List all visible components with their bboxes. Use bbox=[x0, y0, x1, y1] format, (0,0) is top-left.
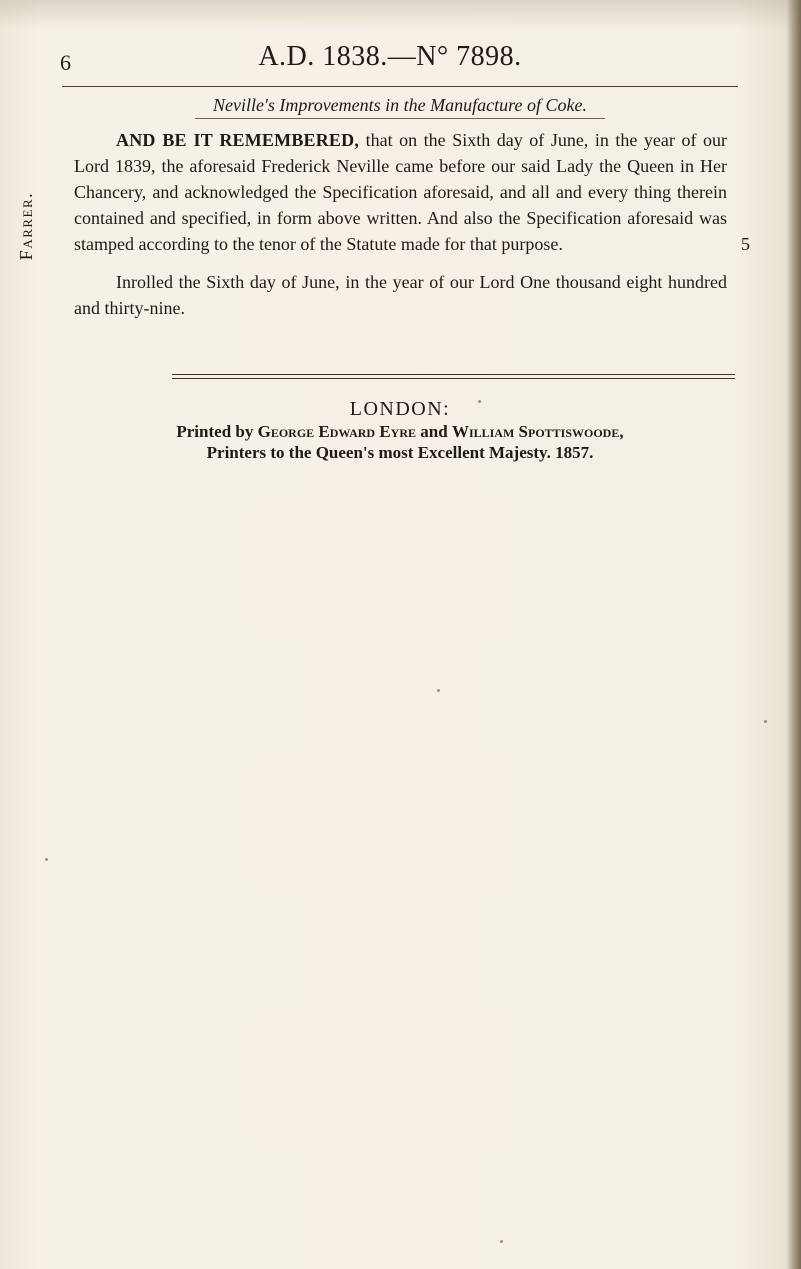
paper-speck bbox=[437, 689, 440, 692]
paragraph-enrolment bbox=[74, 127, 727, 257]
imprint-majesty-line: Printers to the Queen's most Excellent Majesty. 1857. bbox=[206, 443, 594, 462]
paragraph-inrolled: Inrolled the Sixth day of June, in the year of our Lord One thousand eight hundred and thirty-nine. bbox=[74, 272, 727, 318]
paper-speck bbox=[500, 1240, 503, 1243]
imprint-printer-two: William Spottiswoode, bbox=[451, 422, 624, 441]
page-number: 6 bbox=[60, 50, 71, 75]
paper-speck bbox=[478, 400, 481, 403]
imprint-conjunction: and bbox=[416, 422, 452, 441]
paragraph-body: that on the Sixth day of June, in the year of our Lord 1839, the aforesaid Frederick Neville came before our said Lady the Queen in Her Chancery, and acknowledged the Specification aforesaid, and all and every thing therein contained and specified, in form above written. And also the Specification aforesaid was stamped according to the tenor of the Statute made for that purpose. bbox=[74, 130, 727, 254]
margin-side-name: Farrer. bbox=[16, 191, 36, 261]
page-header-title: A.D. 1838.—N° 7898. bbox=[258, 41, 522, 72]
paper-speck bbox=[764, 720, 767, 723]
running-title-rule bbox=[195, 118, 605, 119]
imprint bbox=[100, 397, 700, 463]
page-binding-edge bbox=[787, 0, 801, 1269]
header-rule bbox=[62, 86, 738, 87]
body-text bbox=[74, 127, 727, 321]
page-top-shadow bbox=[0, 0, 801, 30]
imprint-prefix: Printed by bbox=[176, 422, 258, 441]
imprint-city: LONDON: bbox=[349, 398, 451, 420]
imprint-printers-line bbox=[100, 421, 700, 442]
running-title: Neville's Improvements in the Manufacture of Coke. bbox=[213, 95, 587, 115]
footer-double-rule bbox=[172, 374, 735, 379]
paragraph-lead: AND BE IT REMEMBERED, bbox=[116, 130, 360, 150]
paper-speck bbox=[45, 858, 48, 861]
imprint-printer-one: George Edward Eyre bbox=[257, 422, 417, 441]
margin-line-number: 5 bbox=[741, 234, 750, 254]
